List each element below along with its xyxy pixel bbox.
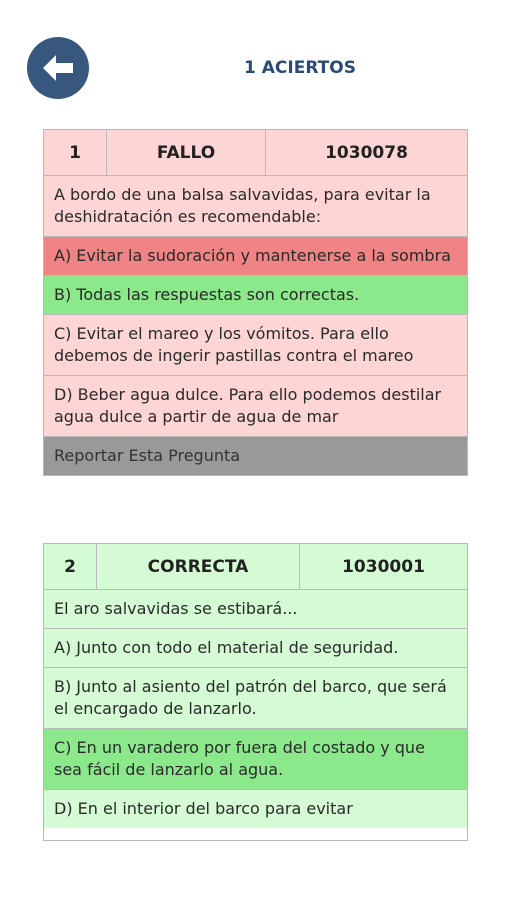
question-number: 2	[44, 544, 97, 589]
question-code: 1030078	[325, 142, 408, 163]
answer-c[interactable]: C) Evitar el mareo y los vómitos. Para ello debemos de ingerir pastillas contra el mareo	[44, 314, 467, 375]
question-number: 1	[44, 130, 107, 175]
question-code: 1030001	[342, 556, 425, 577]
answer-a[interactable]: A) Evitar la sudoración y mantenerse a la sombra	[44, 236, 467, 275]
answer-c[interactable]: C) En un varadero por fuera del costado y que sea fácil de lanzarlo al agua.	[44, 728, 467, 789]
answer-a[interactable]: A) Junto con todo el material de seguridad.	[44, 628, 467, 667]
report-question-button[interactable]: Reportar Esta Pregunta	[44, 436, 467, 475]
back-button[interactable]	[27, 37, 89, 99]
answer-d[interactable]: D) Beber agua dulce. Para ello podemos destilar agua dulce a partir de agua de mar	[44, 375, 467, 436]
question-card-1	[43, 129, 468, 476]
result-status: CORRECTA	[97, 544, 300, 589]
answer-b[interactable]: B) Todas las respuestas son correctas.	[44, 275, 467, 314]
arrow-left-icon	[41, 53, 75, 83]
question-text: A bordo de una balsa salvavidas, para evitar la deshidratación es recomendable:	[44, 175, 467, 236]
answer-d[interactable]: D) En el interior del barco para evitar	[44, 789, 467, 828]
question-header	[44, 130, 467, 175]
question-header	[44, 544, 467, 589]
question-card-2	[43, 543, 468, 841]
result-status: FALLO	[107, 130, 266, 175]
question-text: El aro salvavidas se estibará...	[44, 589, 467, 628]
page-title: 1 ACIERTOS	[244, 58, 356, 78]
answer-b[interactable]: B) Junto al asiento del patrón del barco, que será el encargado de lanzarlo.	[44, 667, 467, 728]
